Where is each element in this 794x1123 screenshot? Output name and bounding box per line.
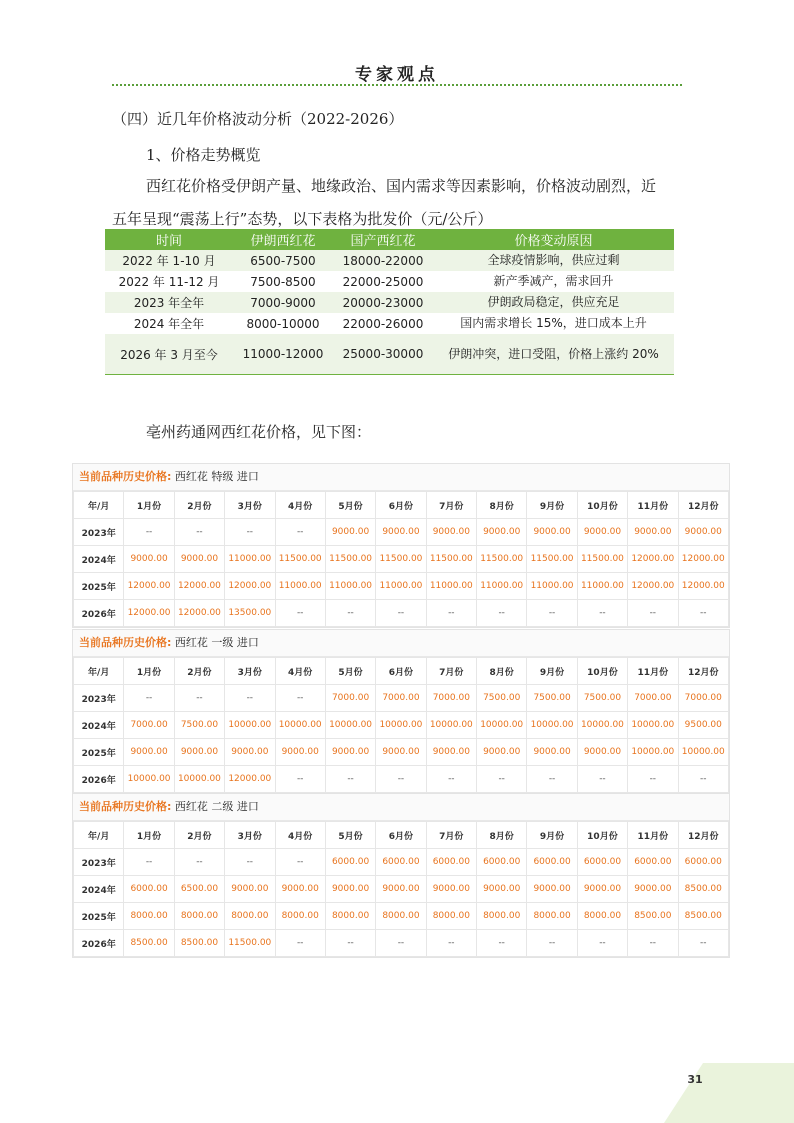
price-panel-product: 西红花 一级 进口: [171, 636, 259, 649]
price-row: [74, 766, 729, 793]
price-history-table: [73, 491, 729, 627]
price-column-header: 11月份: [628, 492, 678, 519]
price-cell: --: [174, 849, 224, 876]
price-column-header: 12月份: [678, 492, 729, 519]
price-cell: 11500.00: [225, 930, 275, 957]
table-row: [105, 292, 674, 313]
price-panel-title: [73, 794, 729, 821]
price-cell: 12000.00: [628, 573, 678, 600]
price-cell: 10000.00: [376, 712, 426, 739]
price-cell: --: [124, 685, 174, 712]
table-row: [105, 250, 674, 271]
price-cell: 8500.00: [628, 903, 678, 930]
price-cell: --: [527, 930, 577, 957]
price-cell: 11000.00: [325, 573, 375, 600]
price-cell: --: [225, 685, 275, 712]
price-cell: --: [577, 766, 627, 793]
price-cell: --: [225, 519, 275, 546]
price-cell: 9000.00: [577, 876, 627, 903]
cell-domestic: 18000-22000: [333, 250, 433, 271]
price-column-header: 9月份: [527, 658, 577, 685]
price-year-cell: 2026年: [74, 766, 124, 793]
price-cell: 12000.00: [678, 546, 729, 573]
price-cell: 9000.00: [527, 739, 577, 766]
price-cell: 9000.00: [174, 739, 224, 766]
price-cell: 11500.00: [325, 546, 375, 573]
price-cell: 9000.00: [577, 519, 627, 546]
price-column-header: 11月份: [628, 822, 678, 849]
price-cell: 8500.00: [678, 876, 729, 903]
figure-caption: 亳州药通网西红花价格，见下图：: [146, 423, 372, 441]
price-year-cell: 2024年: [74, 876, 124, 903]
price-cell: --: [124, 849, 174, 876]
price-cell: 8500.00: [124, 930, 174, 957]
price-row: [74, 903, 729, 930]
price-row: [74, 739, 729, 766]
price-cell: 11500.00: [477, 546, 527, 573]
price-cell: 12000.00: [174, 600, 224, 627]
price-cell: 9000.00: [527, 876, 577, 903]
price-cell: 8000.00: [577, 903, 627, 930]
price-row: [74, 519, 729, 546]
price-cell: --: [174, 519, 224, 546]
price-column-header: 8月份: [477, 658, 527, 685]
price-column-header: 9月份: [527, 492, 577, 519]
price-cell: 9000.00: [477, 876, 527, 903]
price-cell: 9000.00: [325, 739, 375, 766]
price-cell: 10000.00: [225, 712, 275, 739]
cell-reason: 国内需求增长 15%，进口成本上升: [460, 316, 647, 330]
price-cell: 9000.00: [477, 519, 527, 546]
price-column-header: 5月份: [325, 492, 375, 519]
price-cell: 8000.00: [376, 903, 426, 930]
price-cell: --: [527, 600, 577, 627]
price-column-header: 6月份: [376, 822, 426, 849]
price-column-header: 年/月: [74, 658, 124, 685]
price-cell: 12000.00: [124, 600, 174, 627]
cell-iran: 11000-12000: [233, 334, 333, 375]
price-cell: 9000.00: [426, 519, 476, 546]
price-cell: 10000.00: [577, 712, 627, 739]
price-cell: 8000.00: [527, 903, 577, 930]
price-column-header: 5月份: [325, 822, 375, 849]
price-column-header: 12月份: [678, 658, 729, 685]
price-cell: 9500.00: [678, 712, 729, 739]
wholesale-price-table: [105, 229, 674, 375]
price-cell: --: [275, 930, 325, 957]
price-column-header: 1月份: [124, 492, 174, 519]
price-cell: --: [376, 930, 426, 957]
price-cell: 11000.00: [527, 573, 577, 600]
price-year-cell: 2025年: [74, 573, 124, 600]
price-cell: 10000.00: [124, 766, 174, 793]
price-cell: --: [477, 930, 527, 957]
price-cell: 9000.00: [577, 739, 627, 766]
price-cell: 10000.00: [678, 739, 729, 766]
price-cell: 8000.00: [174, 903, 224, 930]
cell-reason: 全球疫情影响，供应过剩: [433, 250, 674, 271]
price-cell: 9000.00: [325, 876, 375, 903]
price-cell: 9000.00: [376, 876, 426, 903]
price-row: [74, 600, 729, 627]
price-column-header: 11月份: [628, 658, 678, 685]
price-row: [74, 849, 729, 876]
price-cell: --: [628, 930, 678, 957]
price-year-cell: 2026年: [74, 930, 124, 957]
cell-domestic: 20000-23000: [333, 292, 433, 313]
price-column-header: 7月份: [426, 658, 476, 685]
price-cell: --: [376, 600, 426, 627]
price-cell: 10000.00: [628, 739, 678, 766]
price-year-cell: 2023年: [74, 519, 124, 546]
page-number: 31: [687, 1073, 703, 1086]
price-cell: 10000.00: [174, 766, 224, 793]
price-cell: 10000.00: [275, 712, 325, 739]
price-cell: 9000.00: [225, 876, 275, 903]
price-cell: 8000.00: [124, 903, 174, 930]
column-header-domestic: 国产西红花: [333, 229, 433, 250]
price-cell: 11000.00: [275, 573, 325, 600]
price-header-row: [74, 822, 729, 849]
price-cell: 9000.00: [628, 519, 678, 546]
table-header-row: [105, 229, 674, 250]
price-cell: 9000.00: [275, 876, 325, 903]
subheading: 1、价格走势概览: [146, 146, 261, 164]
price-cell: --: [275, 519, 325, 546]
price-column-header: 4月份: [275, 492, 325, 519]
price-cell: 6000.00: [577, 849, 627, 876]
cell-domestic: 22000-25000: [342, 274, 424, 289]
price-cell: 7000.00: [376, 685, 426, 712]
price-panel-title: [73, 630, 729, 657]
price-column-header: 6月份: [376, 658, 426, 685]
price-column-header: 7月份: [426, 822, 476, 849]
price-cell: 12000.00: [678, 573, 729, 600]
price-cell: 9000.00: [124, 739, 174, 766]
price-cell: 9000.00: [426, 876, 476, 903]
price-column-header: 年/月: [74, 492, 124, 519]
price-cell: 7500.00: [577, 685, 627, 712]
cell-reason: 伊朗冲突，进口受阻，价格上涨约 20%: [433, 334, 674, 375]
price-cell: 9000.00: [426, 739, 476, 766]
section-heading: （四）近几年价格波动分析（2022-2026）: [112, 110, 404, 128]
price-column-header: 7月份: [426, 492, 476, 519]
price-column-header: 10月份: [577, 822, 627, 849]
price-cell: --: [325, 600, 375, 627]
price-cell: 11000.00: [376, 573, 426, 600]
table-row: [105, 313, 674, 334]
price-cell: 13500.00: [225, 600, 275, 627]
price-column-header: 6月份: [376, 492, 426, 519]
price-year-cell: 2025年: [74, 739, 124, 766]
price-cell: --: [426, 600, 476, 627]
price-column-header: 12月份: [678, 822, 729, 849]
price-cell: --: [477, 600, 527, 627]
price-cell: 7500.00: [174, 712, 224, 739]
price-cell: 10000.00: [325, 712, 375, 739]
price-cell: 9000.00: [124, 546, 174, 573]
price-cell: 10000.00: [628, 712, 678, 739]
price-cell: 8000.00: [477, 903, 527, 930]
price-cell: 9000.00: [527, 519, 577, 546]
price-cell: 11000.00: [477, 573, 527, 600]
price-panel-label: 当前品种历史价格:: [79, 800, 172, 813]
price-year-cell: 2025年: [74, 903, 124, 930]
price-cell: 6000.00: [678, 849, 729, 876]
cell-domestic: 22000-26000: [342, 316, 424, 331]
price-cell: 10000.00: [477, 712, 527, 739]
price-column-header: 2月份: [174, 492, 224, 519]
cell-iran: 7500-8500: [250, 274, 316, 289]
price-cell: 10000.00: [426, 712, 476, 739]
paragraph-line-1: 西红花价格受伊朗产量、地缘政治、国内需求等因素影响，价格波动剧烈，近: [146, 177, 657, 195]
price-cell: 9000.00: [275, 739, 325, 766]
price-panel-first-grade: [72, 629, 730, 794]
price-cell: 10000.00: [527, 712, 577, 739]
price-cell: --: [376, 766, 426, 793]
price-year-cell: 2023年: [74, 849, 124, 876]
price-cell: 8000.00: [325, 903, 375, 930]
price-cell: --: [678, 600, 729, 627]
price-cell: 7000.00: [628, 685, 678, 712]
price-cell: --: [275, 685, 325, 712]
price-cell: 7500.00: [477, 685, 527, 712]
price-cell: 8000.00: [225, 903, 275, 930]
price-cell: 6000.00: [124, 876, 174, 903]
price-column-header: 3月份: [225, 822, 275, 849]
cell-time: 2022 年 1-10 月: [105, 250, 233, 271]
cell-time: 2024 年全年: [133, 317, 205, 331]
price-cell: 9000.00: [376, 519, 426, 546]
price-cell: 11000.00: [225, 546, 275, 573]
price-header-row: [74, 658, 729, 685]
price-cell: 12000.00: [124, 573, 174, 600]
price-cell: --: [477, 766, 527, 793]
price-row: [74, 546, 729, 573]
price-cell: 11500.00: [275, 546, 325, 573]
price-cell: 6000.00: [426, 849, 476, 876]
price-history-table: [73, 821, 729, 957]
price-panel-title: [73, 464, 729, 491]
price-column-header: 4月份: [275, 822, 325, 849]
price-cell: 6000.00: [477, 849, 527, 876]
price-cell: --: [124, 519, 174, 546]
price-cell: --: [174, 685, 224, 712]
cell-time: 2026 年 3 月至今: [105, 334, 233, 375]
price-cell: 9000.00: [628, 876, 678, 903]
cell-iran: 6500-7500: [233, 250, 333, 271]
column-header-time: 时间: [105, 229, 233, 250]
price-cell: 12000.00: [225, 573, 275, 600]
price-cell: 9000.00: [678, 519, 729, 546]
price-cell: 6000.00: [628, 849, 678, 876]
price-cell: 11500.00: [527, 546, 577, 573]
price-cell: 6000.00: [325, 849, 375, 876]
paragraph-line-2: 五年呈现“震荡上行”态势，以下表格为批发价（元/公斤）: [112, 210, 493, 228]
price-year-cell: 2024年: [74, 546, 124, 573]
price-cell: 8000.00: [426, 903, 476, 930]
column-header-iran: 伊朗西红花: [233, 229, 333, 250]
price-panel-product: 西红花 特级 进口: [171, 470, 259, 483]
price-year-cell: 2023年: [74, 685, 124, 712]
price-cell: 7000.00: [325, 685, 375, 712]
cell-reason: 伊朗政局稳定，供应充足: [433, 292, 674, 313]
price-cell: 11000.00: [577, 573, 627, 600]
price-cell: 8500.00: [174, 930, 224, 957]
price-cell: --: [628, 600, 678, 627]
price-column-header: 4月份: [275, 658, 325, 685]
price-cell: 7000.00: [124, 712, 174, 739]
price-panel-product: 西红花 二级 进口: [171, 800, 259, 813]
page-header-title: 专家观点: [355, 65, 439, 85]
price-cell: --: [325, 766, 375, 793]
price-cell: 12000.00: [174, 573, 224, 600]
price-row: [74, 685, 729, 712]
cell-iran: 8000-10000: [246, 316, 320, 331]
price-panel-label: 当前品种历史价格:: [79, 636, 172, 649]
price-column-header: 1月份: [124, 822, 174, 849]
cell-time: 2022 年 11-12 月: [118, 275, 220, 289]
price-cell: 9000.00: [325, 519, 375, 546]
header-divider: [112, 84, 682, 86]
price-column-header: 5月份: [325, 658, 375, 685]
price-cell: 9000.00: [174, 546, 224, 573]
price-cell: 8000.00: [275, 903, 325, 930]
price-column-header: 3月份: [225, 492, 275, 519]
price-cell: --: [577, 600, 627, 627]
price-cell: --: [225, 849, 275, 876]
price-cell: --: [275, 766, 325, 793]
price-cell: --: [527, 766, 577, 793]
price-cell: --: [678, 930, 729, 957]
price-cell: 6000.00: [376, 849, 426, 876]
price-panel-premium: [72, 463, 730, 628]
price-cell: --: [426, 930, 476, 957]
price-cell: 8500.00: [678, 903, 729, 930]
price-cell: --: [275, 849, 325, 876]
price-cell: 12000.00: [628, 546, 678, 573]
price-row: [74, 712, 729, 739]
column-header-reason: 价格变动原因: [433, 229, 674, 250]
price-cell: 12000.00: [225, 766, 275, 793]
price-row: [74, 930, 729, 957]
table-row: [105, 334, 674, 375]
price-cell: 6500.00: [174, 876, 224, 903]
page-corner-decoration: [664, 1063, 794, 1123]
price-cell: 7500.00: [527, 685, 577, 712]
price-column-header: 8月份: [477, 492, 527, 519]
cell-time: 2023 年全年: [105, 292, 233, 313]
price-cell: --: [275, 600, 325, 627]
price-cell: 11500.00: [577, 546, 627, 573]
price-row: [74, 573, 729, 600]
price-column-header: 2月份: [174, 822, 224, 849]
price-cell: 11500.00: [376, 546, 426, 573]
price-column-header: 10月份: [577, 658, 627, 685]
price-column-header: 10月份: [577, 492, 627, 519]
cell-iran: 7000-9000: [233, 292, 333, 313]
cell-reason: 新产季减产，需求回升: [493, 274, 614, 288]
price-column-header: 年/月: [74, 822, 124, 849]
price-column-header: 1月份: [124, 658, 174, 685]
price-panel-second-grade: [72, 793, 730, 958]
price-column-header: 8月份: [477, 822, 527, 849]
price-row: [74, 876, 729, 903]
price-cell: --: [577, 930, 627, 957]
price-year-cell: 2026年: [74, 600, 124, 627]
price-cell: 9000.00: [477, 739, 527, 766]
price-panel-label: 当前品种历史价格:: [79, 470, 172, 483]
price-column-header: 3月份: [225, 658, 275, 685]
price-cell: 9000.00: [376, 739, 426, 766]
price-cell: 9000.00: [225, 739, 275, 766]
price-cell: --: [426, 766, 476, 793]
price-history-table: [73, 657, 729, 793]
price-column-header: 2月份: [174, 658, 224, 685]
price-cell: 11000.00: [426, 573, 476, 600]
cell-domestic: 25000-30000: [333, 334, 433, 375]
price-header-row: [74, 492, 729, 519]
price-year-cell: 2024年: [74, 712, 124, 739]
price-cell: 6000.00: [527, 849, 577, 876]
price-cell: 11500.00: [426, 546, 476, 573]
price-column-header: 9月份: [527, 822, 577, 849]
price-cell: --: [678, 766, 729, 793]
price-cell: 7000.00: [426, 685, 476, 712]
price-cell: --: [325, 930, 375, 957]
table-row: [105, 271, 674, 292]
price-cell: --: [628, 766, 678, 793]
price-cell: 7000.00: [678, 685, 729, 712]
